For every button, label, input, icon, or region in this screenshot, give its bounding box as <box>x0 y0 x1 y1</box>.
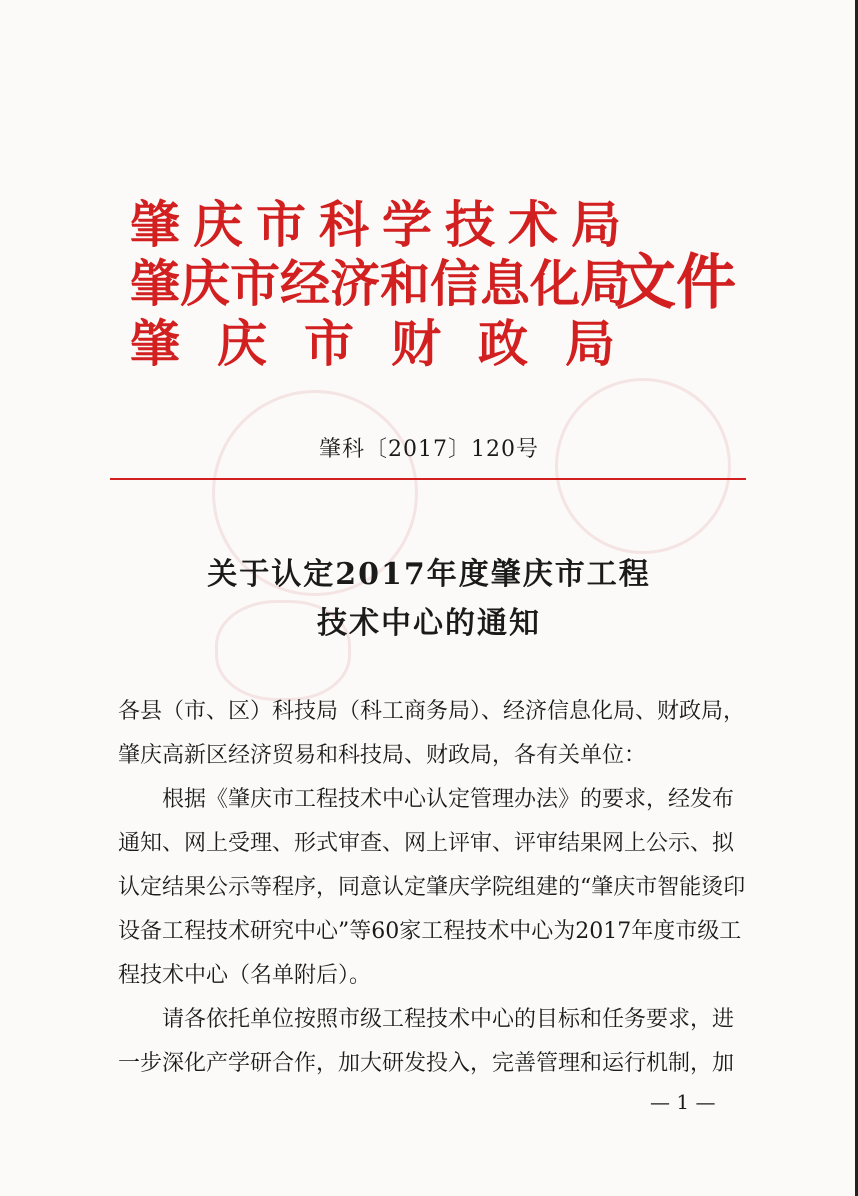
body-paragraph-2: 请各依托单位按照市级工程技术中心的目标和任务要求，进一步深化产学研合作，加大研发投入，完善管理和运行机制，加 <box>118 1007 735 1076</box>
document-suffix: 文件 <box>616 248 736 318</box>
page-number: — 1 — <box>650 1090 716 1114</box>
addressee-paragraph: 各县（市、区）科技局（科工商务局）、经济信息化局、财政局，肇庆高新区经济贸易和科技局、财政局，各有关单位： <box>118 699 746 768</box>
issuer-line-2: 肇庆市经济和信息化局 <box>130 254 630 313</box>
issuer-line-1: 肇庆市科学技术局 <box>130 195 634 254</box>
document-title-line-2: 技术中心的通知 <box>317 606 541 641</box>
document-title-line-1: 关于认定2017年度肇庆市工程 <box>207 557 651 592</box>
document-number: 肇科〔2017〕120号 <box>319 437 539 462</box>
body-paragraph-1: 根据《肇庆市工程技术中心认定管理办法》的要求，经发布通知、网上受理、形式审查、网上评审、评审结果网上公示、拟认定结果公示等程序，同意认定肇庆学院组建的“肇庆市智能烫印设备工程技术研究中心”等60家工程技术中心为2017年度市级工程技术中心（名单附后）。 <box>118 787 746 988</box>
issuer-line-3: 肇庆市财政局 <box>130 314 652 373</box>
red-divider <box>110 478 746 480</box>
faint-seal-right <box>555 378 731 554</box>
